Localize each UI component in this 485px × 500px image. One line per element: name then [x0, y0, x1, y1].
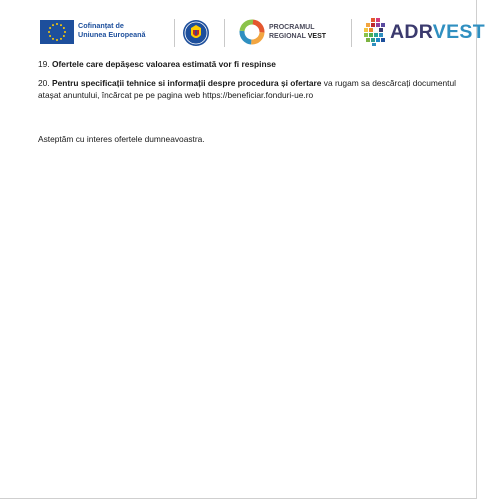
logo-divider — [224, 19, 225, 47]
eu-flag-icon — [40, 20, 74, 44]
logo-divider — [174, 19, 175, 47]
regional-programme-label — [269, 24, 349, 41]
eu-label-line2: Uniunea Europeană — [78, 30, 146, 39]
eu-cofinancing-label — [78, 21, 168, 39]
programme-line2-a: REGIONAL — [269, 32, 308, 40]
programme-line2-b: VEST — [307, 32, 327, 40]
adr-wordmark-part1: ADR — [390, 21, 433, 43]
adr-wordmark-part2: VEST — [432, 21, 485, 43]
programme-line2 — [269, 33, 349, 42]
logo-divider — [351, 19, 352, 47]
eu-label-line1: Cofinanțat de — [78, 21, 124, 30]
regional-programme-logo-icon — [239, 19, 265, 45]
logo-header — [38, 16, 485, 50]
paragraph-item-19 — [38, 58, 458, 70]
item-20-number: 20. — [38, 78, 50, 88]
romanian-government-emblem-icon — [182, 19, 210, 47]
item-20-text: va rugam sa descărcați documentul atașat anuntului, încărcat pe pe pagina web https://beneficiar.fonduri-ue.ro — [38, 78, 457, 100]
programme-line1: PROCRAMUL — [269, 24, 315, 31]
adr-vest-mosaic-logo-icon — [363, 17, 387, 47]
item-19-bold-text: Ofertele care depășesc valoarea estimată vor fi respinse — [51, 59, 276, 69]
item-19-number: 19. — [38, 59, 50, 69]
adr-vest-wordmark — [390, 18, 485, 46]
closing-sentence: Asteptăm cu interes ofertele dumneavoastra. — [38, 134, 205, 144]
paragraph-item-20 — [38, 77, 458, 101]
item-20-bold-text: Pentru specificații tehnice si informații despre procedura și ofertare — [51, 78, 322, 88]
